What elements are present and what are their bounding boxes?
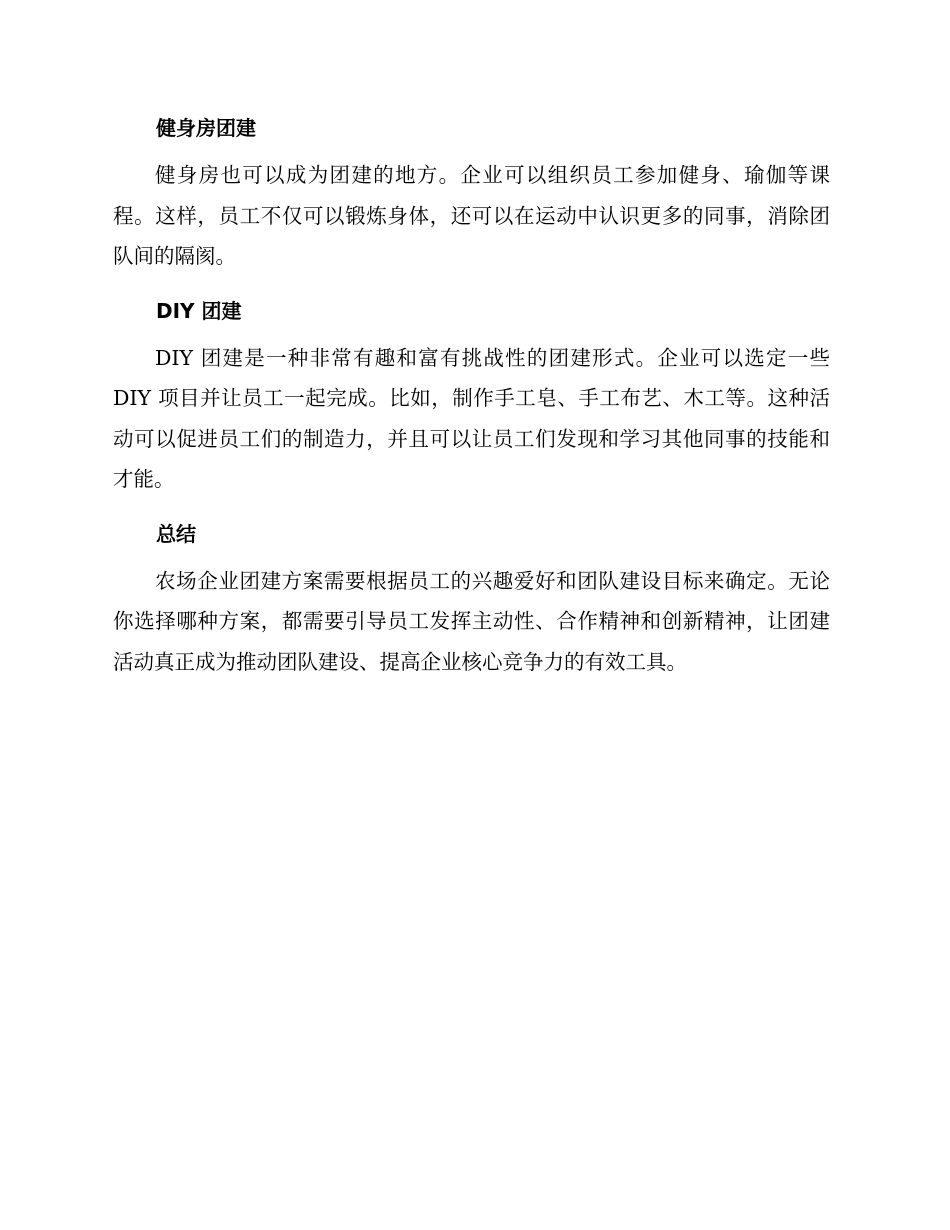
section-paragraph: DIY 团建是一种非常有趣和富有挑战性的团建形式。企业可以选定一些 DIY 项目并让员工一起完成。比如，制作手工皂、手工布艺、木工等。这种活动可以促进员工们的制造力，并且可以让员工们发现和学习其他同事的技能和才能。	[113, 345, 830, 491]
section-diy-team-building	[113, 291, 830, 500]
section-summary	[113, 514, 830, 683]
document-content	[113, 108, 830, 696]
section-paragraph: 健身房也可以成为团建的地方。企业可以组织员工参加健身、瑜伽等课程。这样，员工不仅可以锻炼身体，还可以在运动中认识更多的同事，消除团队间的隔阂。	[113, 163, 830, 268]
section-heading: 总结	[156, 521, 196, 546]
section-paragraph: 农场企业团建方案需要根据员工的兴趣爱好和团队建设目标来确定。无论你选择哪种方案，都需要引导员工发挥主动性、合作精神和创新精神，让团建活动真正成为推动团队建设、提高企业核心竞争力的有效工具。	[113, 568, 830, 674]
section-heading: 健身房团建	[156, 116, 256, 140]
section-heading: DIY 团建	[156, 298, 242, 323]
section-gym-team-building	[113, 108, 830, 277]
